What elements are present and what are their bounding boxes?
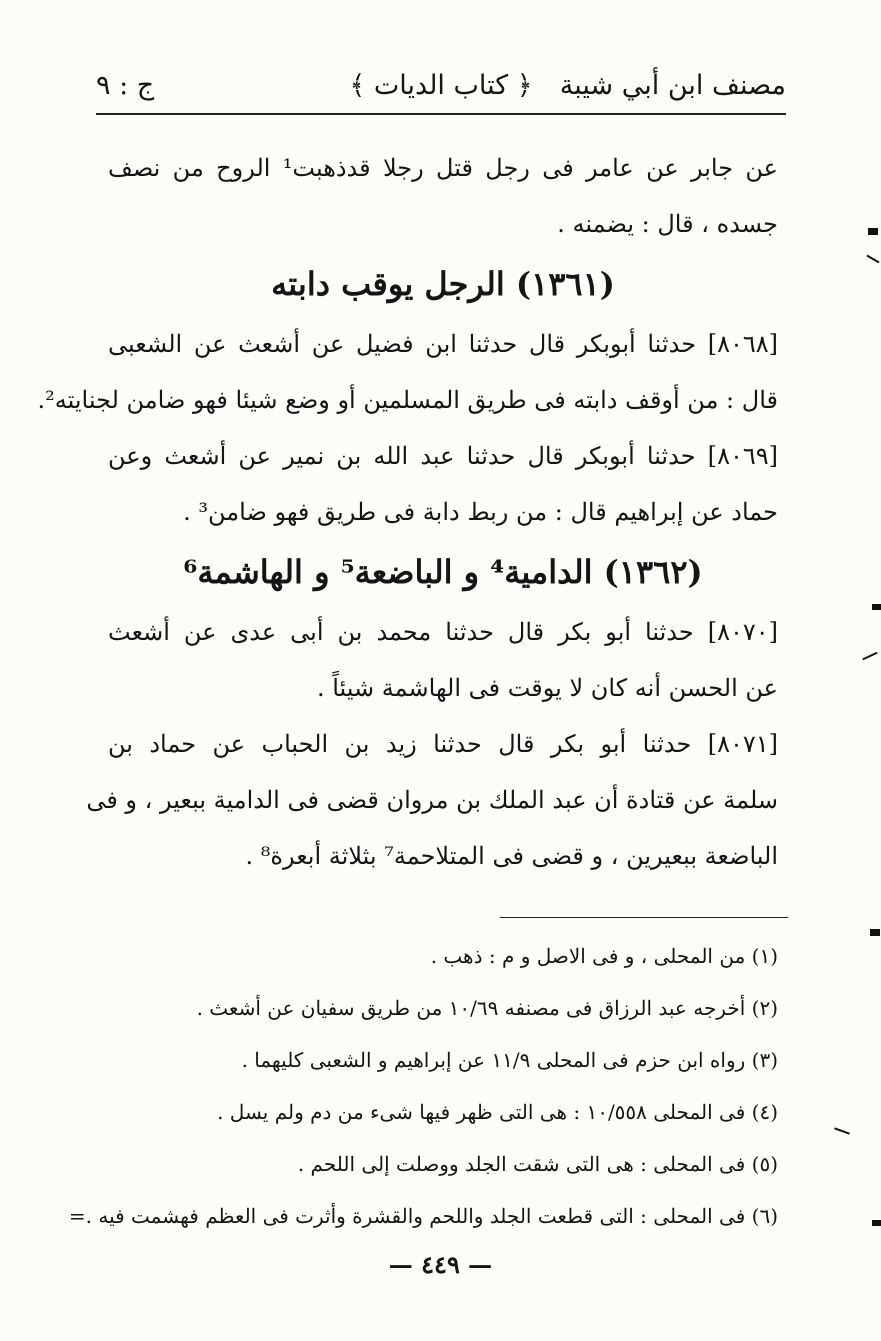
chapter-heading: (١٣٦٢) الدامية⁴ و الباضعة⁵ و الهاشمة⁶	[183, 553, 703, 591]
footnote: (٣) رواه ابن حزم فى المحلى ١١/٩ عن إبراهيم و الشعبى كليهما .	[241, 1048, 778, 1072]
chapter-heading: (١٣٦١) الرجل يوقب دابته	[271, 265, 615, 303]
footnote: (٦) فى المحلى : التى قطعت الجلد واللحم والقشرة وأثرت فى العظم فهشمت فيه .=	[68, 1204, 778, 1228]
section-title: ﴿ كتاب الديات ﴾	[349, 70, 533, 101]
scan-mark	[868, 228, 878, 235]
footnote: (١) من المحلى ، و فى الاصل و م : ذهب .	[430, 944, 778, 968]
scan-mark	[834, 1127, 850, 1134]
main-text	[37, 140, 779, 884]
text-line: حماد عن إبراهيم قال : من ربط دابة فى طريق فهو ضامن³ .	[183, 498, 778, 526]
running-header	[96, 62, 786, 112]
footnote: (٥) فى المحلى : هى التى شقت الجلد ووصلت إلى اللحم .	[297, 1152, 778, 1176]
text-line: جسده ، قال : يضمنه .	[557, 210, 778, 238]
text-line: عن جابر عن عامر فى رجل قتل رجلا قدذهبت¹ الروح من نصف	[108, 154, 779, 182]
text-line: [٨٠٧١] حدثنا أبو بكر قال حدثنا زيد بن الحباب عن حماد بن	[108, 730, 778, 758]
text-line: قال : من أوقف دابته فى طريق المسلمين أو وضع شيئا فهو ضامن لجنايته².	[37, 386, 778, 414]
footnotes	[68, 930, 778, 1242]
header-rule	[96, 113, 786, 115]
scan-mark	[872, 604, 881, 610]
footnote-rule	[500, 917, 788, 918]
text-line: الباضعة ببعيرين ، و قضى فى المتلاحمة⁷ بثلاثة أبعرة⁸ .	[245, 842, 778, 870]
text-line: عن الحسن أنه كان لا يوقت فى الهاشمة شيئاً .	[316, 674, 778, 702]
text-line: [٨٠٦٩] حدثنا أبوبكر قال حدثنا عبد الله بن نمير عن أشعث وعن	[108, 442, 778, 470]
scan-mark	[862, 652, 877, 661]
text-line: سلمة عن قتادة أن عبد الملك بن مروان قضى فى الدامية ببعير ، و فى	[86, 786, 778, 814]
text-line: [٨٠٧٠] حدثنا أبو بكر قال حدثنا محمد بن أبى عدى عن أشعث	[108, 618, 778, 646]
scan-mark	[870, 929, 880, 936]
volume-number: ج : ٩	[96, 70, 155, 101]
footnote: (٢) أخرجه عبد الرزاق فى مصنفه ١٠/٦٩ من طريق سفيان عن أشعث .	[196, 996, 778, 1020]
book-title: مصنف ابن أبي شيبة	[559, 70, 786, 101]
footnote: (٤) فى المحلى ١٠/٥٥٨ : هى التى ظهر فيها شىء من دم ولم يسل .	[217, 1100, 778, 1124]
scan-mark	[872, 1220, 881, 1226]
text-line: [٨٠٦٨] حدثنا أبوبكر قال حدثنا ابن فضيل عن أشعث عن الشعبى	[108, 330, 778, 358]
scan-mark	[866, 255, 879, 264]
page-number: — ٤٤٩ —	[388, 1250, 493, 1279]
